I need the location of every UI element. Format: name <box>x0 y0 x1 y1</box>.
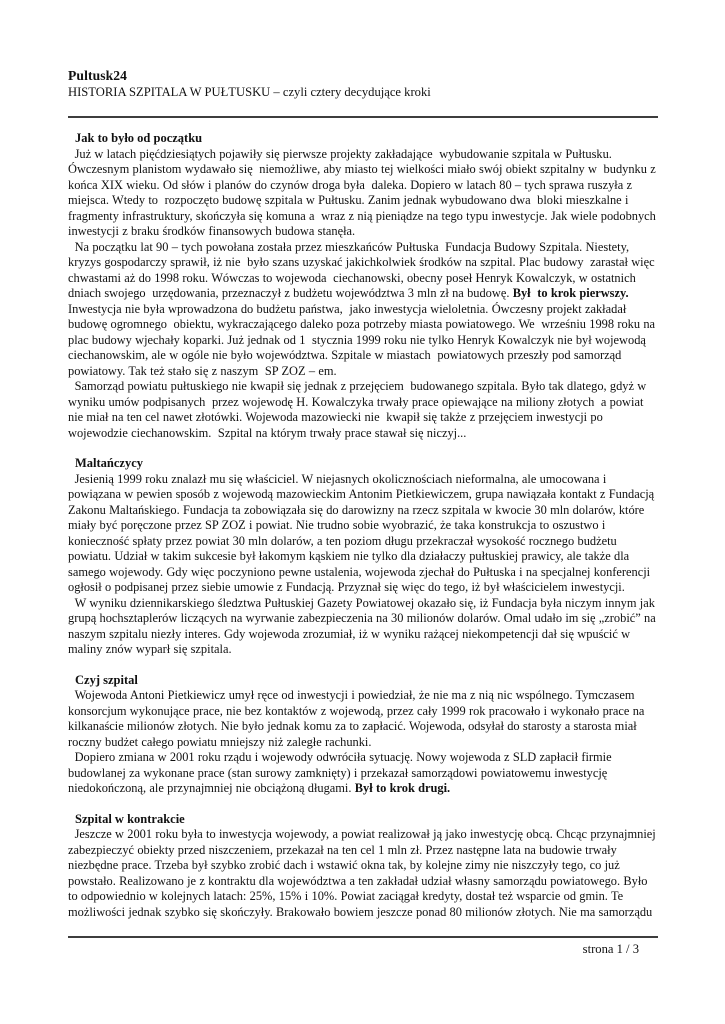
paragraph <box>68 827 658 920</box>
document-body <box>68 131 658 920</box>
header-rule <box>68 116 658 118</box>
bold-text-run: Był to krok drugi. <box>354 781 451 795</box>
text-run: Już w latach pięćdziesiątych pojawiły się pierwsze projekty zakładające wybudowanie szpitala w Pułtusku. Ówczesnym planistom wydawało się niemożliwe, aby miasto tej wielkości miało swój obiekt szpitalny w budynku z końca XIX wieku. Od słów i planów do czynów droga była daleka. Dopiero w latach 80 – tych sprawa ruszyła z miejsca. Wtedy to rozpoczęto budowę szpitala w Pułtusku. Zanim jednak wybudowano dwa bloki mieszkalne i fragmenty infrastruktury, skończyła się komuna a wraz z nią pieniądze na tego typu inwestycje. Jak wiele podobnych inwestycji z braku środków finansowych budowa stanęła. <box>68 146 660 238</box>
text-run: Jesienią 1999 roku znalazł mu się właściciel. W niejasnych okolicznościach nieformalna, ale umocowana i powiązana w pewien sposób z wojewodą mazowieckim Antonim Pietkiewiczem, grupa nawiązała kontakt z Fundacją Zakonu Maltańskiego. Fundacja ta zobowiązała się do darowizny na rzecz szpitala w kwocie 30 mln dolarów, które miały być poręczone przez SP ZOZ i powiat. Nie trudno sobie wyobrazić, że taka konstrukcja to oszustwo i konieczność spłaty przez powiat 30 mln dolarów, a ten poziom długu przekraczał wysokość rocznego budżetu powiatu. Udział w takim sukcesie był łakomym kąskiem nie tylko dla działaczy pułtuskiej prawicy, ale także dla samego wojewody. Gdy więc poczyniono pewne ustalenia, wojewoda zjechał do Pułtuska i na specjalnej konferencji ogłosił o podpisanej przez siebie umowie z Fundacją. Przyznał się więc do tego, iż był właścicielem inwestycji. <box>68 471 658 594</box>
text-run: Wojewoda Antoni Pietkiewicz umył ręce od inwestycji i powiedział, że nie ma z nią nic wspólnego. Tymczasem konsorcjum wykonujące prace, nie bez kontaktów z wojewodą, przez cały 1999 rok pracowało i wykonało prace na kilkanaście milionów złotych. Nie było jednak komu za to zapłacić. Wojewoda, odsyłał do starosty a starosta miał roczny budżet całego powiatu mniejszy niż zaległe rachunki. <box>68 688 648 749</box>
paragraph <box>68 472 658 596</box>
document-section <box>68 673 658 797</box>
paragraph <box>68 596 658 658</box>
section-heading: Maltańczycy <box>75 456 144 470</box>
document-section <box>68 812 658 921</box>
section-heading: Czyj szpital <box>75 672 138 687</box>
brand: Pultusk24 <box>68 68 128 83</box>
paragraph <box>68 147 658 240</box>
paragraph <box>68 688 658 750</box>
text-run: Samorząd powiatu pułtuskiego nie kwapił się jednak z przejęciem budowanego szpitala. Było tak dlatego, gdyż w wyniku umów podpisanych przez wojewodę H. Kowalczyka trwały prace opiewające na miliony złotych a powiat nie miał na ten cel nawet złotówki. Wojewoda mazowiecki nie kwapił się także z przejęciem inwestycji po wojewodzie ciechanowskim. Szpital na którym trwały prace stawał się niczyj... <box>68 379 650 440</box>
text-run: Jeszcze w 2001 roku była to inwestycja wojewody, a powiat realizował ją jako inwestycję obcą. Chcąc przynajmniej zabezpieczyć obiekty przed niszczeniem, przekazał na ten cel 1 mln zł. Przez następne lata na budowie trwały niezbędne prace. Trzeba był szybko zrobić dach i wstawić okna tak, by kolejne zimy nie niszczyły tego, co już powstało. Realizowano je z kontraktu dla województwa a ten zakładał udział własny samorządu powiatowego. Było to odpowiednio w kolejnych latach: 25%, 15% i 10%. Powiat zaciągał kredyty, dostał też wsparcie od gmin. Te możliwości jednak szybko się skończyły. Brakowało bowiem jeszcze ponad 80 milionów złotych. Nie ma samorządu <box>68 827 660 919</box>
page-indicator: strona 1 / 3 <box>582 942 639 956</box>
document-header <box>68 68 658 118</box>
paragraph <box>68 379 658 441</box>
document-section <box>68 131 658 441</box>
text-run: Dopiero zmiana w 2001 roku rządu i wojewody odwróciła sytuację. Nowy wojewoda z SLD zapłacił firmie budowlanej za wykonane prace (stan surowy zamknięty) i przekazał samorządowi powiatowemu inwestycję niedokończoną, ale przynajmniej nie obciążoną długami. <box>68 750 615 795</box>
document-section <box>68 456 658 658</box>
text-run: Inwestycja nie była wprowadzona do budżetu państwa, jako inwestycja wieloletnia. Ówczesny projekt zakładał budowę ogromnego obiektu, wykraczającego daleko poza potrzeby miasta powiatowego. We wrześniu 1998 roku na plac budowy wjechały koparki. Już jednak od 1 stycznia 1999 roku nie tylko Henryk Kowalczyk nie był wojewodą ciechanowskim, ale w ogóle nie było województwa. Szpitale w miastach powiatowych przeszły pod samorząd powiatowy. Tak też stało się z naszym SP ZOZ – em. <box>68 286 659 378</box>
document-content <box>68 68 658 920</box>
section-heading: Jak to było od początku <box>75 131 203 145</box>
paragraph <box>68 750 658 797</box>
section-heading: Szpital w kontrakcie <box>75 811 185 826</box>
document-title: HISTORIA SZPITALA W PUŁTUSKU – czyli cztery decydujące kroki <box>68 85 431 99</box>
footer-rule <box>68 936 658 938</box>
bold-text-run: Był to krok pierwszy. <box>512 286 629 300</box>
text-run: Na początku lat 90 – tych powołana została przez mieszkańców Pułtuska Fundacja Budowy Szpitala. Niestety, kryzys gospodarczy sprawił, iż nie było szans uzyskać jakichkolwiek środków na szpital. Plac budowy zarastał więc chwastami aż do 1998 roku. Wówczas to wojewoda ciechanowski, obecny poseł Henryk Kowalczyk, w ostatnich dniach swojego urzędowania, przeznaczył z budżetu województwa 3 mln zł na budowę. <box>68 239 658 300</box>
paragraph <box>68 240 658 380</box>
text-run: W wyniku dziennikarskiego śledztwa Pułtuskiej Gazety Powiatowej okazało się, iż Fundacja była niczym innym jak grupą hochsztaplerów liczących na wyrwanie zabezpieczenia na 30 milionów dolarów. Omal udało im się „zrobić” na naszym szpitalu niezły interes. Gdy wojewoda zrozumiał, iż w wyniku rażącej niekompetencji dał się wpuścić w maliny znów wyparł się szpitala. <box>68 595 660 656</box>
